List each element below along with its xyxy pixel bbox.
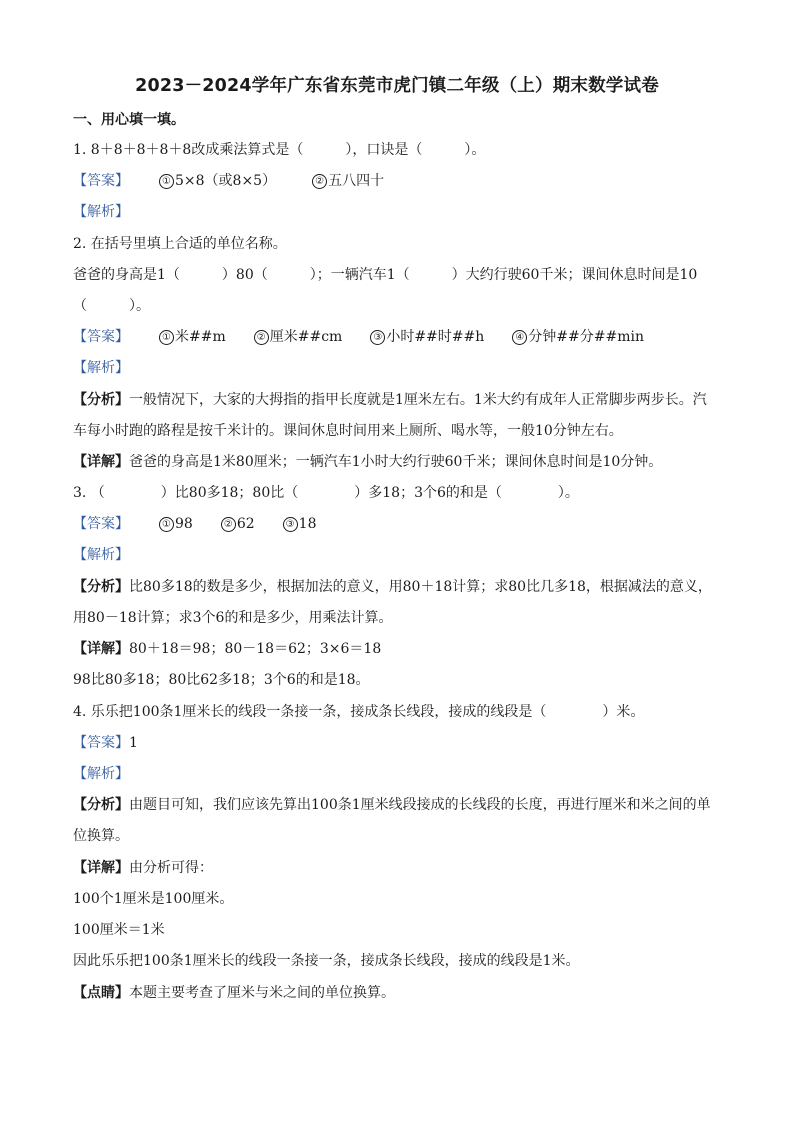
analysis-tag: 【解析】 <box>73 766 129 782</box>
circled-number-icon: ① <box>159 330 174 345</box>
detail-text: 100个1厘米是100厘米。 <box>73 891 234 907</box>
answer-row-2 <box>73 327 734 347</box>
circled-number-icon: ③ <box>370 330 385 345</box>
answer-item: ④ 分钟##分##min <box>512 327 644 347</box>
page-title: 2023－2024学年广东省东莞市虎门镇二年级（上）期末数学试卷 <box>135 76 659 96</box>
detail-text: 98比80多18；80比62多18；3个6的和是18。 <box>73 672 370 688</box>
circled-number-icon: ④ <box>512 330 527 345</box>
answer-tag: 【答案】 <box>73 173 129 189</box>
answer-item: 1 <box>129 735 138 751</box>
question-2-line: 爸爸的身高是1（ ）80（ ）；一辆汽车1（ ）大约行驶60千米；课间休息时间是10 <box>73 267 698 283</box>
answer-item: ② 五八四十 <box>312 171 384 191</box>
circled-number-icon: ③ <box>283 517 298 532</box>
analysis-text: 车每小时跑的路程是按千米计的。课间休息时间用来上厕所、喝水等，一般10分钟左右。 <box>73 423 623 439</box>
detail-text: 100厘米＝1米 <box>73 922 165 938</box>
question-1: 1. 8＋8＋8＋8＋8改成乘法算式是（ ），口诀是（ ）。 <box>73 142 486 158</box>
question-3: 3. （ ）比80多18；80比（ ）多18；3个6的和是（ ）。 <box>73 485 579 501</box>
tip-text: 【点睛】本题主要考查了厘米与米之间的单位换算。 <box>73 985 395 1001</box>
section-heading: 一、用心填一填。 <box>73 112 185 128</box>
answer-item: ① 98 <box>159 514 193 534</box>
analysis-text: 【分析】比80多18的数是多少，根据加法的意义，用80＋18计算；求80比几多18，根据减法的意义， <box>73 579 712 595</box>
circled-number-icon: ② <box>221 517 236 532</box>
circled-number-icon: ② <box>312 174 327 189</box>
detail-text: 因此乐乐把100条1厘米长的线段一条接一条，接成条长线段，接成的线段是1米。 <box>73 953 580 969</box>
answer-item: ③ 18 <box>283 514 317 534</box>
detail-text: 【详解】80＋18＝98；80－18＝62；3×6＝18 <box>73 641 382 657</box>
analysis-tag: 【解析】 <box>73 360 129 376</box>
analysis-text: 位换算。 <box>73 828 129 844</box>
answer-row-4 <box>73 733 734 753</box>
question-2-line: （ ）。 <box>73 298 150 314</box>
analysis-tag: 【解析】 <box>73 204 129 220</box>
circled-number-icon: ① <box>159 517 174 532</box>
detail-text: 【详解】由分析可得： <box>73 860 213 876</box>
detail-text: 【详解】爸爸的身高是1米80厘米；一辆汽车1小时大约行驶60千米；课间休息时间是10分钟。 <box>73 454 663 470</box>
analysis-text: 用80－18计算；求3个6的和是多少，用乘法计算。 <box>73 610 393 626</box>
analysis-text: 【分析】一般情况下，大家的大拇指的指甲长度就是1厘米左右。1米大约有成年人正常脚步两步长。汽 <box>73 392 707 408</box>
answer-item: ① 5×8（或8×5） <box>159 171 276 191</box>
circled-number-icon: ① <box>159 174 174 189</box>
answer-tag: 【答案】 <box>73 516 129 532</box>
answer-row-3 <box>73 514 734 534</box>
answer-tag: 【答案】 <box>73 329 129 345</box>
question-2: 2. 在括号里填上合适的单位名称。 <box>73 236 287 252</box>
answer-item: ② 厘米##cm <box>254 327 343 347</box>
analysis-text: 【分析】由题目可知，我们应该先算出100条1厘米线段接成的长线段的长度，再进行厘米和米之间的单 <box>73 797 711 813</box>
answer-item: ② 62 <box>221 514 255 534</box>
question-4: 4. 乐乐把100条1厘米长的线段一条接一条，接成条长线段，接成的线段是（ ）米。 <box>73 704 645 720</box>
analysis-tag: 【解析】 <box>73 547 129 563</box>
circled-number-icon: ② <box>254 330 269 345</box>
answer-row-1 <box>73 171 734 191</box>
answer-item: ③ 小时##时##h <box>370 327 484 347</box>
answer-tag: 【答案】 <box>73 735 129 751</box>
answer-item: ① 米##m <box>159 327 226 347</box>
